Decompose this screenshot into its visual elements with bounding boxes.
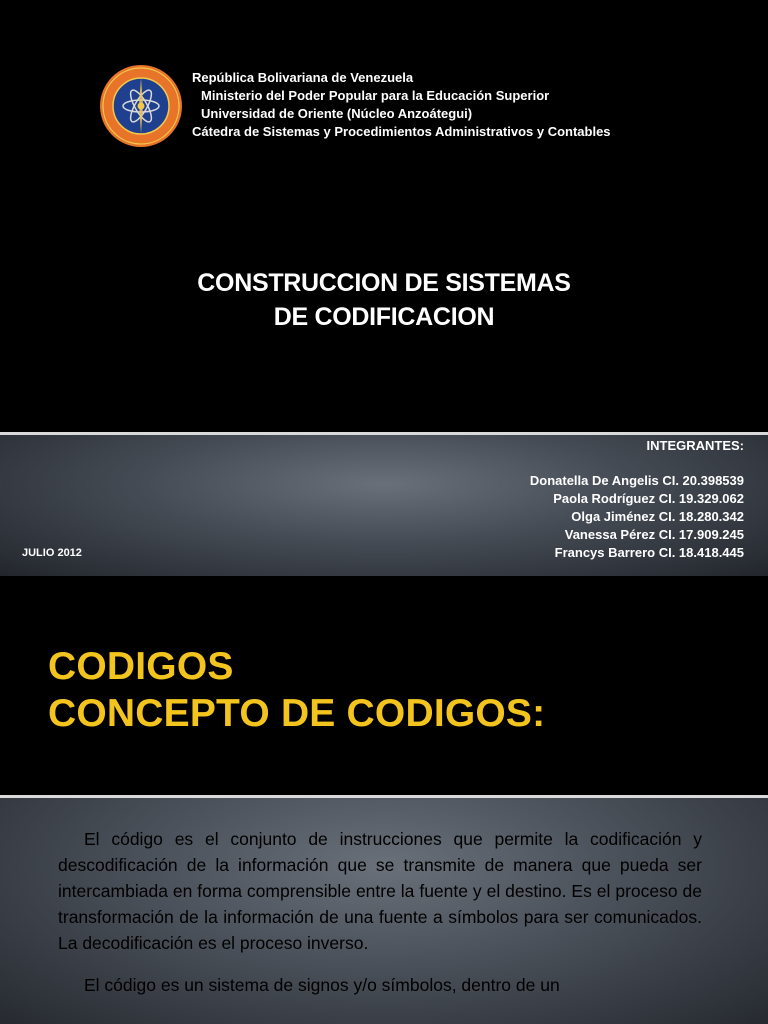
member-item: Donatella De Angelis CI. 20.398539 xyxy=(529,473,744,488)
member-item: Vanessa Pérez CI. 17.909.245 xyxy=(564,527,744,542)
title-line-2: DE CODIFICACION xyxy=(273,303,495,331)
member-item: Olga Jiménez CI. 18.280.342 xyxy=(571,509,744,524)
member-item: Francys Barrero CI. 18.418.445 xyxy=(554,545,744,560)
body-text xyxy=(58,826,702,1014)
presentation-date: JULIO 2012 xyxy=(22,547,82,559)
title-line-1: CONSTRUCCION DE SISTEMAS xyxy=(197,269,571,297)
header-university: Universidad de Oriente (Núcleo Anzoátegui) xyxy=(201,106,473,121)
members-label: INTEGRANTES: xyxy=(646,438,744,453)
paragraph: El código es un sistema de signos y/o símbolos, dentro de un xyxy=(84,975,560,995)
university-seal-logo xyxy=(99,64,183,148)
header-ministry: Ministerio del Poder Popular para la Educación Superior xyxy=(201,88,550,103)
title-line-2: CONCEPTO DE CODIGOS: xyxy=(48,692,546,735)
header-department: Cátedra de Sistemas y Procedimientos Administrativos y Contables xyxy=(192,124,611,139)
title-line-1: CODIGOS xyxy=(48,645,234,688)
slide-2-title xyxy=(48,643,545,737)
member-item: Paola Rodríguez CI. 19.329.062 xyxy=(553,491,744,506)
institution-header xyxy=(192,69,611,141)
header-country: República Bolivariana de Venezuela xyxy=(192,70,414,85)
slide-1-title xyxy=(0,266,768,334)
members-list xyxy=(530,437,744,562)
paragraph: El código es el conjunto de instrucciones que permite la codificación y descodificación de la información que se transmite de manera que pueda ser intercambiada en forma comprensible entre la fuente y el destino. Es el proceso de transformación de la información de una fuente a símbolos para ser comunicados. La decodificación es el proceso inverso. xyxy=(58,829,702,953)
